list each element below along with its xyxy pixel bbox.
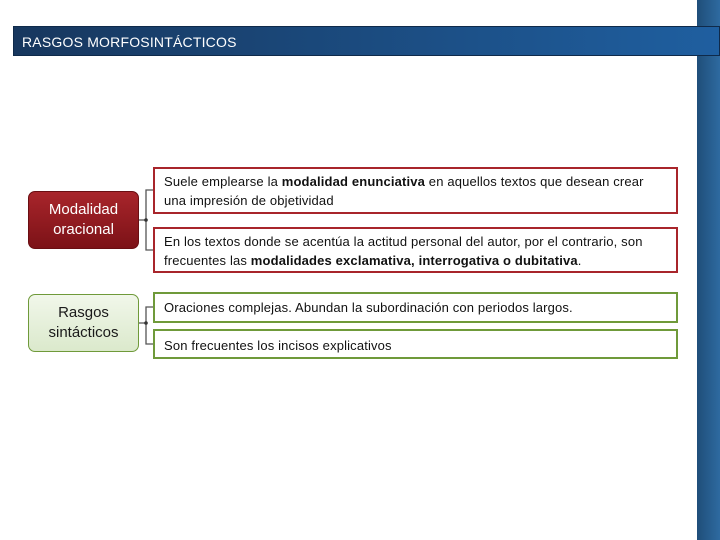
connector-modalidad-1	[139, 190, 153, 220]
detail-text-post: .	[577, 253, 582, 268]
connector-node-rasgos	[144, 321, 148, 325]
category-rasgos-sintacticos	[28, 294, 139, 352]
detail-text-bold: modalidades exclamativa, interrogativa o dubitativa	[250, 253, 578, 268]
detail-text-post: en aquellos textos que desean crear una impresión de objetividad	[164, 174, 644, 208]
category-label: Modalidad oracional	[48, 201, 119, 238]
connector-modalidad-2	[146, 220, 153, 250]
detail-box-modalidad-2	[153, 227, 678, 273]
connector-node-modalidad	[144, 218, 148, 222]
detail-text-pre: Oraciones complejas. Abundan la subordinación con periodos largos.	[164, 300, 573, 315]
detail-text-pre: Suele emplearse la	[164, 174, 282, 189]
detail-box-rasgos-2	[153, 329, 678, 359]
category-label: Rasgos sintácticos	[48, 304, 119, 341]
page-title: RASGOS MORFOSINTÁCTICOS	[22, 34, 237, 50]
connector-rasgos-2	[146, 323, 153, 344]
category-modalidad-oracional	[28, 191, 139, 249]
detail-box-rasgos-1	[153, 292, 678, 323]
detail-box-modalidad-1	[153, 167, 678, 214]
detail-text-pre: Son frecuentes los incisos explicativos	[164, 338, 392, 353]
detail-text-pre: En los textos donde se acentúa la actitud personal del autor, por el contrario, son frecuentes las	[164, 234, 643, 268]
connector-rasgos-1	[139, 307, 153, 323]
detail-text-bold: modalidad enunciativa	[281, 174, 426, 189]
